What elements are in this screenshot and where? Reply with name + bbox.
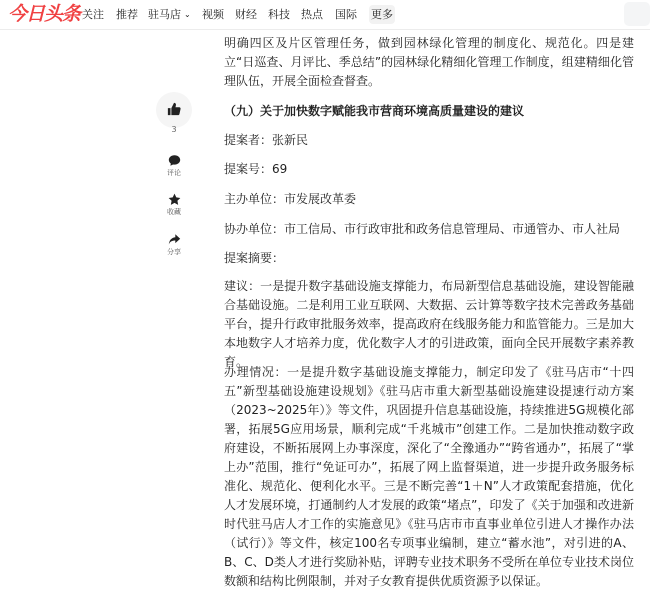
share-label: 分享 (167, 248, 181, 256)
header-action-button[interactable] (624, 2, 650, 26)
nav-hot[interactable]: 热点 (301, 8, 323, 21)
comment-button[interactable] (156, 154, 192, 178)
proposal-number-line: 提案号：69 (224, 162, 288, 176)
nav-video[interactable]: 视频 (202, 8, 224, 21)
favorite-label: 收藏 (167, 208, 181, 216)
nav-tech[interactable]: 科技 (268, 8, 290, 21)
nav-international[interactable]: 国际 (335, 8, 357, 21)
share-button[interactable] (156, 233, 192, 257)
suggestion-paragraph: 建议：一是提升数字基础设施支撑能力，布局新型信息基础设施，建设智能融合基础设施。二是利用工业互联网、大数据、云计算等数字技术完善政务基础平台，提升行政审批服务效率，提高政府在线服务能力和监管能力。三是加大本地数字人才培养力度，优化数字人才的引进政策，面向全民开展数字素养教育。 (224, 279, 634, 369)
nav-finance[interactable]: 财经 (235, 8, 257, 21)
like-count: 3 (171, 125, 177, 134)
progress-paragraph: 办理情况：一是提升数字基础设施支撑能力，制定印发了《驻马店市“十四五”新型基础设施建设规划》《驻马店市重大新型基础设施建设提速行动方案（2023~2025年）》等文件，巩固提升信息基础设施，持续推进5G规模化部署，拓展5G应用场景，顺利完成“千兆城市”创建工作。二是加快推动数字政府建设，不断拓展网上办事深度，深化了“全豫通办”“跨省通办”，拓展了“掌上办”范围，推行“免证可办”，拓展了网上监督渠道，进一步提升政务服务标准化、规范化、便利化水平。三是不断完善“1＋N”人才政策配套措施，优化人才发展环境，打通制约人才发展的政策“堵点”，印发了《关于加强和改进新时代驻马店人才工作的实施意见》《驻马店市市直事业单位引进人才操作办法（试行）》等文件，核定100名专项事业编制，建立“蓄水池”，对引进的A、B、C、D类人才进行奖励补贴，评聘专业技术职务不受所在单位专业技术岗位数额和结构比例限制，并对子女教育提供优质资源予以保证。 (224, 365, 634, 588)
chevron-down-icon: ⌄ (184, 10, 191, 19)
comment-icon (168, 154, 181, 167)
top-navigation-bar (0, 0, 650, 30)
more-button[interactable]: 更多 (369, 5, 395, 24)
proposer-line: 提案者：张新民 (224, 133, 309, 147)
nav-recommend[interactable]: 推荐 (116, 8, 138, 21)
nav-zhumadian[interactable] (148, 7, 191, 23)
star-icon (168, 193, 181, 206)
nav-zhumadian-label: 驻马店 (148, 8, 181, 21)
co-units-line: 协办单位：市工信局、市行政审批和政务信息管理局、市通管办、市人社局 (224, 222, 621, 236)
section-heading: （九）关于加快数字赋能我市营商环境高质量建设的建议 (224, 104, 525, 118)
comment-label: 评论 (167, 169, 181, 177)
favorite-button[interactable] (156, 193, 192, 217)
intro-paragraph: 明确四区及片区管理任务，做到园林绿化管理的制度化、规范化。四是建立“日巡查、月评比、季总结”的园林绿化精细化管理工作制度，组建精细化管理队伍，开展全面检查督查。 (224, 36, 634, 88)
share-arrow-icon (168, 233, 181, 246)
lead-unit-line: 主办单位：市发展改革委 (224, 192, 357, 206)
nav-follow[interactable]: 关注 (82, 8, 104, 21)
summary-label: 提案摘要： (224, 251, 285, 265)
thumbs-up-icon (167, 102, 181, 116)
like-circle (156, 92, 192, 128)
toutiao-logo[interactable]: 今日头条 (8, 3, 81, 25)
